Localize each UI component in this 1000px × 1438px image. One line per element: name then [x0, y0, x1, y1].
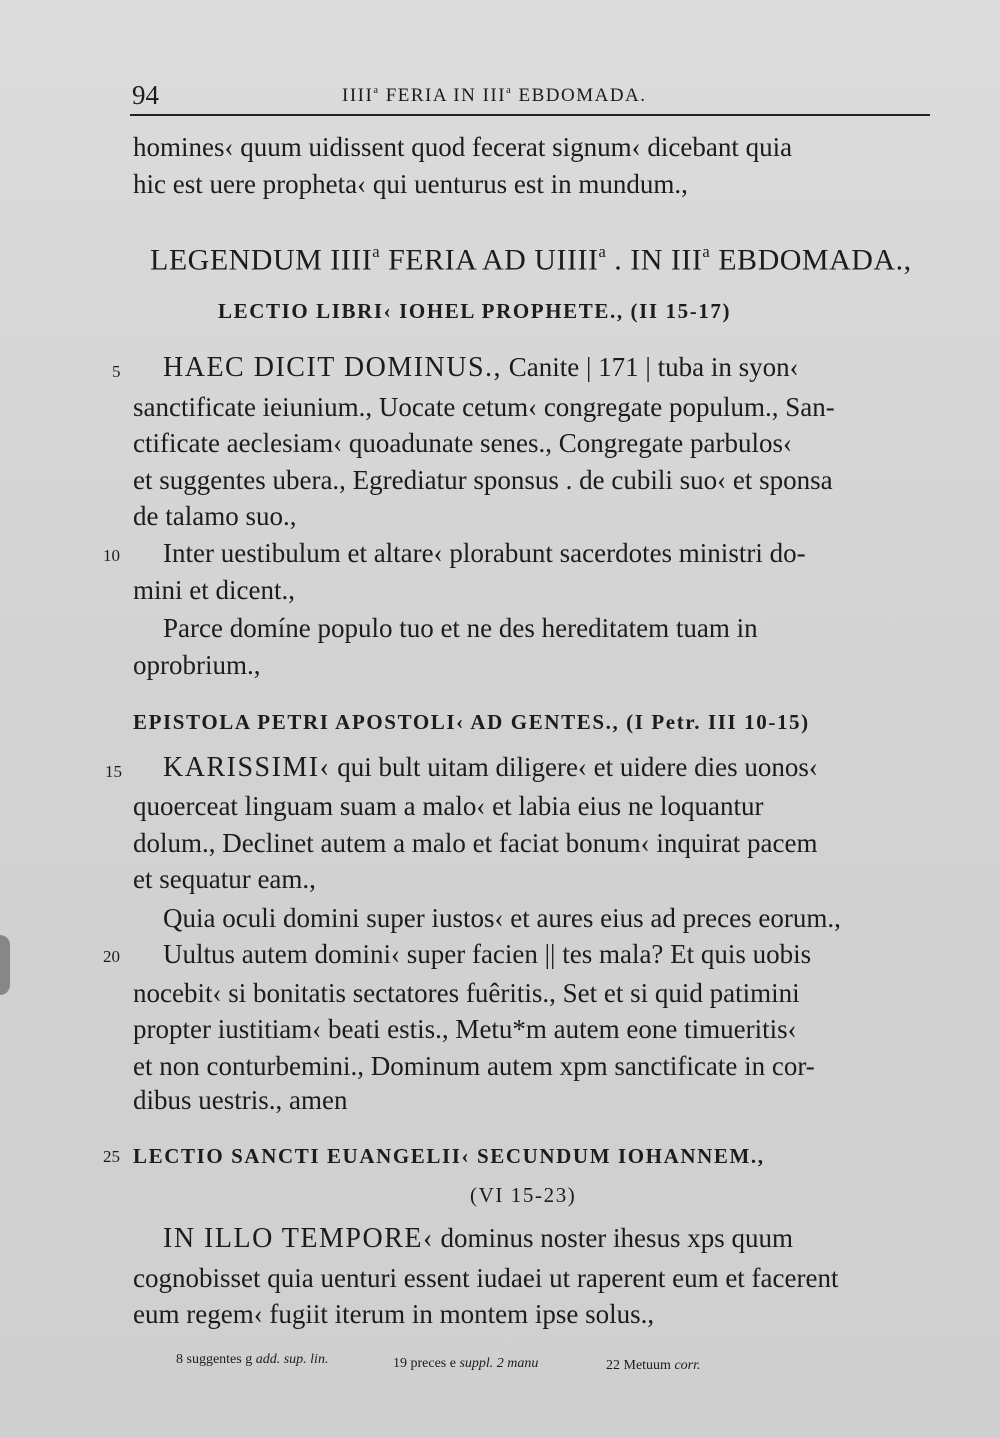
text-line: ctificate aeclesiam‹ quoadunate senes., Congregate parbulos‹: [133, 428, 792, 458]
line-number: 5: [112, 362, 121, 381]
text-line: et sequatur eam.,: [133, 864, 316, 894]
footnote: 8 suggentes g add. sup. lin.: [176, 1352, 329, 1367]
footnote: 22 Metuum corr.: [606, 1358, 701, 1373]
running-head: IIII$^a$ FERIA IN III$^a$ EBDOMADA.: [342, 85, 647, 106]
text-line: oprobrium.,: [133, 650, 261, 680]
gospel-reference: (VI 15-23): [470, 1183, 577, 1207]
text-line: KARISSIMI‹ qui bult uitam diligere‹ et uidere dies uonos‹: [163, 752, 818, 783]
text-line: sanctificate ieiunium., Uocate cetum‹ congregate populum., San-: [133, 392, 835, 422]
text-line: eum regem‹ fugiit iterum in montem ipse solus.,: [133, 1299, 655, 1329]
text-line: nocebit‹ si bonitatis sectatores fuêritis., Set et si quid patimini: [133, 978, 800, 1008]
gospel-heading: LECTIO SANCTI EUANGELII‹ SECUNDUM IOHANNEM.,: [133, 1144, 765, 1168]
text-line: dolum., Declinet autem a malo et faciat bonum‹ inquirat pacem: [133, 828, 818, 858]
text-line: quoerceat linguam suam a malo‹ et labia eius ne loquantur: [133, 791, 764, 821]
lection-heading: LECTIO LIBRI‹ IOHEL PROPHETE., (II 15-17): [218, 299, 732, 323]
text-line: HAEC DICIT DOMINUS., Canite | 171 | tuba in syon‹: [163, 352, 799, 383]
text-line: et non conturbemini., Dominum autem xpm sanctificate in cor-: [133, 1051, 815, 1081]
text-line: dibus uestris., amen: [133, 1085, 348, 1115]
line-number: 15: [105, 762, 122, 781]
text-line: mini et dicent.,: [133, 575, 295, 605]
text-line: Inter uestibulum et altare‹ plorabunt sacerdotes ministri do-: [163, 538, 806, 568]
section-heading: LEGENDUM IIII$^a$ FERIA AD UIIII$^a$ . IN III$^a$ EBDOMADA.,: [150, 242, 912, 277]
footnote: 19 preces e suppl. 2 manu: [393, 1356, 539, 1371]
text-line: Parce domíne populo tuo et ne des hereditatem tuam in: [163, 613, 758, 643]
epistle-heading: EPISTOLA PETRI APOSTOLI‹ AD GENTES., (I Petr. III 10-15): [133, 710, 810, 734]
line-number: 25: [103, 1147, 120, 1166]
line-number: 20: [103, 947, 120, 966]
text-line: Uultus autem domini‹ super facien || tes mala? Et quis uobis: [163, 939, 812, 969]
text-line: de talamo suo.,: [133, 501, 297, 531]
text-line: et suggentes ubera., Egrediatur sponsus . de cubili suo‹ et sponsa: [133, 465, 833, 495]
page-edge-shadow: [0, 935, 10, 995]
page-number: 94: [132, 80, 159, 110]
text-line: Quia oculi domini super iustos‹ et aures eius ad preces eorum.,: [163, 903, 841, 933]
text-line: IN ILLO TEMPORE‹ dominus noster ihesus xps quum: [163, 1223, 794, 1254]
header-rule: [130, 114, 930, 116]
line-number: 10: [103, 546, 120, 565]
text-line: propter iustitiam‹ beati estis., Metu*m autem eone timueritis‹: [133, 1014, 797, 1044]
text-line: homines‹ quum uidissent quod fecerat signum‹ dicebant quia: [133, 132, 793, 162]
text-line: cognobisset quia uenturi essent iudaei ut raperent eum et facerent: [133, 1263, 839, 1293]
text-line: hic est uere propheta‹ qui uenturus est in mundum.,: [133, 169, 688, 199]
